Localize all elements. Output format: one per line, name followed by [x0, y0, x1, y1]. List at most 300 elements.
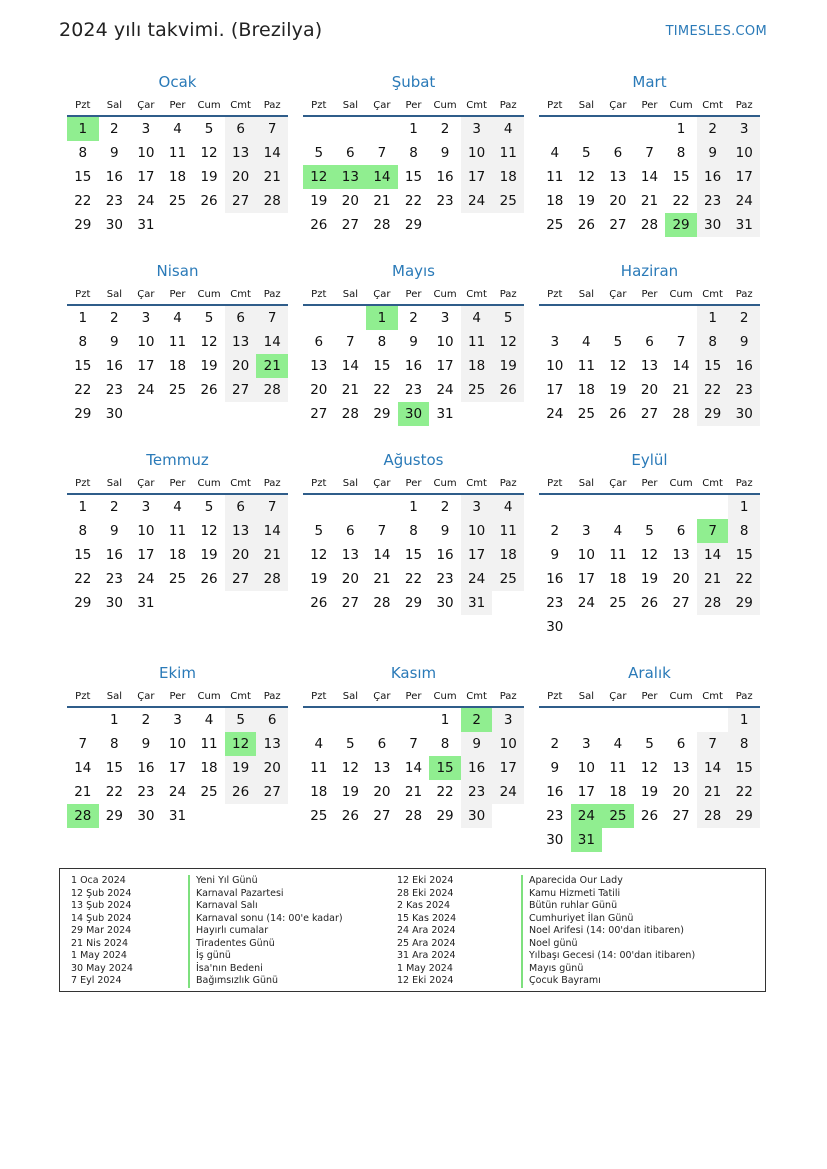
empty-cell — [67, 708, 99, 732]
holiday-name: Kamu Hizmeti Tatili — [529, 887, 621, 899]
holiday-date: 24 Ara 2024 — [397, 925, 456, 936]
day-cell: 20 — [225, 354, 257, 378]
holiday-name: Karnaval sonu (14: 00'e kadar) — [196, 912, 343, 924]
holiday-day-cell: 12 — [303, 165, 335, 189]
day-grid — [67, 306, 288, 426]
holiday-name: Yeni Yıl Günü — [196, 875, 258, 886]
day-cell: 26 — [200, 382, 218, 398]
day-cell: 17 — [728, 165, 760, 189]
weekday-label: Sal — [335, 94, 367, 117]
day-cell: 6 — [225, 306, 257, 330]
day-cell: 22 — [436, 784, 454, 800]
holiday-name: Mayıs günü — [529, 962, 584, 974]
day-cell: 22 — [74, 382, 92, 398]
day-cell: 14 — [697, 756, 729, 780]
weekday-label: Cmt — [697, 685, 729, 708]
holiday-name: Yılbaşı Gecesi (14: 00'dan itibaren) — [529, 950, 696, 961]
day-cell: 6 — [377, 736, 387, 752]
holiday-date: 21 Nis 2024 — [71, 937, 128, 949]
day-cell: 16 — [697, 165, 729, 189]
day-cell: 26 — [225, 780, 257, 804]
day-cell: 13 — [609, 169, 627, 185]
weekday-label: Paz — [256, 94, 288, 117]
day-cell: 2 — [110, 121, 119, 137]
day-cell: 22 — [697, 378, 729, 402]
day-cell: 13 — [310, 358, 328, 374]
weekday-label: Cum — [665, 283, 697, 306]
day-cell: 9 — [409, 334, 418, 350]
day-cell: 26 — [200, 571, 218, 587]
day-cell: 15 — [728, 756, 760, 780]
day-cell: 26 — [341, 808, 359, 824]
month-5 — [303, 261, 524, 450]
weekday-label: Pzt — [303, 94, 335, 117]
day-cell: 31 — [461, 591, 493, 615]
empty-cell — [303, 495, 335, 519]
weekday-label: Paz — [492, 283, 524, 306]
weekday-label: Sal — [335, 472, 367, 495]
day-cell: 17 — [137, 358, 155, 374]
day-cell: 25 — [310, 808, 328, 824]
day-cell: 17 — [577, 784, 595, 800]
day-cell: 13 — [672, 760, 690, 776]
day-cell: 21 — [697, 780, 729, 804]
weekday-label: Paz — [492, 685, 524, 708]
day-cell: 2 — [550, 736, 560, 752]
day-cell: 14 — [74, 760, 92, 776]
day-cell: 25 — [168, 193, 187, 209]
day-cell: 9 — [440, 145, 450, 161]
weekday-label: Paz — [256, 685, 288, 708]
day-cell: 27 — [225, 189, 257, 213]
day-cell: 11 — [310, 760, 328, 776]
day-cell: 4 — [461, 306, 493, 330]
day-cell: 13 — [373, 760, 391, 776]
day-cell: 8 — [110, 736, 119, 752]
day-cell: 10 — [577, 760, 595, 776]
day-cell: 19 — [310, 571, 328, 587]
day-cell: 17 — [492, 756, 524, 780]
day-cell: 3 — [141, 310, 151, 326]
weekday-label: Çar — [366, 94, 398, 117]
month-12 — [539, 663, 760, 863]
holiday-name: Bağımsızlık Günü — [196, 975, 279, 986]
day-grid — [539, 708, 760, 852]
holiday-dates-right — [397, 875, 456, 988]
day-grid — [67, 708, 288, 828]
day-cell: 10 — [577, 547, 595, 563]
empty-cell — [571, 708, 603, 732]
holiday-name: İsa'nın Bedeni — [196, 962, 263, 974]
day-cell: 21 — [404, 784, 423, 800]
day-cell: 19 — [492, 354, 524, 378]
day-cell: 4 — [582, 334, 591, 350]
day-cell: 5 — [204, 310, 214, 326]
weekday-label: Çar — [130, 685, 162, 708]
empty-cell — [335, 495, 367, 519]
holiday-name: Cumhuriyet İlan Günü — [529, 912, 634, 924]
day-cell: 1 — [676, 121, 686, 137]
weekday-header — [539, 472, 760, 495]
month-name: Haziran — [620, 262, 679, 280]
month-2 — [303, 72, 524, 261]
day-cell: 4 — [613, 523, 623, 539]
weekday-label: Per — [162, 472, 194, 495]
day-cell: 11 — [546, 169, 564, 185]
day-cell: 18 — [200, 760, 218, 776]
day-cell: 30 — [697, 213, 729, 237]
day-cell: 27 — [225, 378, 257, 402]
day-cell: 16 — [105, 547, 123, 563]
weekday-label: Pzt — [303, 472, 335, 495]
weekday-label: Cum — [429, 94, 461, 117]
day-cell: 8 — [409, 145, 418, 161]
day-cell: 15 — [728, 543, 760, 567]
holiday-date: 12 Eki 2024 — [397, 975, 454, 986]
day-cell: 3 — [440, 310, 450, 326]
day-cell: 22 — [74, 193, 92, 209]
day-cell: 2 — [550, 523, 560, 539]
day-cell: 17 — [546, 382, 564, 398]
day-cell: 13 — [341, 547, 359, 563]
empty-cell — [634, 708, 666, 732]
day-cell: 5 — [225, 708, 257, 732]
weekday-label: Per — [398, 472, 430, 495]
day-cell: 28 — [640, 217, 659, 233]
weekday-label: Cum — [429, 685, 461, 708]
weekday-label: Paz — [728, 472, 760, 495]
holiday-date: 1 May 2024 — [397, 962, 453, 974]
month-11 — [303, 663, 524, 863]
weekday-label: Çar — [366, 283, 398, 306]
day-cell: 2 — [110, 499, 119, 515]
day-cell: 12 — [341, 760, 359, 776]
day-cell: 27 — [672, 808, 690, 824]
empty-cell — [665, 306, 697, 330]
day-cell: 11 — [168, 523, 187, 539]
day-cell: 21 — [256, 165, 288, 189]
day-cell: 17 — [577, 571, 595, 587]
empty-cell — [602, 708, 634, 732]
day-cell: 28 — [373, 595, 391, 611]
day-cell: 20 — [310, 382, 328, 398]
day-cell: 30 — [546, 832, 564, 848]
day-cell: 22 — [74, 571, 92, 587]
day-cell: 25 — [492, 189, 524, 213]
weekday-label: Cmt — [225, 685, 257, 708]
weekday-label: Cum — [193, 685, 225, 708]
day-cell: 12 — [200, 334, 218, 350]
day-cell: 10 — [436, 334, 454, 350]
day-cell: 22 — [404, 193, 423, 209]
day-cell: 12 — [577, 169, 595, 185]
weekday-label: Per — [162, 94, 194, 117]
day-cell: 9 — [550, 547, 560, 563]
weekday-label: Cum — [429, 472, 461, 495]
day-cell: 7 — [78, 736, 88, 752]
day-cell: 18 — [461, 354, 493, 378]
day-cell: 25 — [609, 595, 627, 611]
day-cell: 11 — [609, 547, 627, 563]
day-cell: 9 — [461, 732, 493, 756]
empty-cell — [571, 306, 603, 330]
holiday-name: Noel günü — [529, 937, 578, 949]
weekday-header — [539, 685, 760, 708]
weekday-label: Sal — [99, 472, 131, 495]
day-cell: 4 — [314, 736, 324, 752]
day-cell: 9 — [728, 330, 760, 354]
day-cell: 3 — [582, 523, 591, 539]
day-cell: 29 — [404, 217, 423, 233]
day-cell: 22 — [373, 382, 391, 398]
holiday-day-cell: 30 — [398, 402, 430, 426]
day-cell: 18 — [168, 358, 187, 374]
empty-cell — [303, 708, 335, 732]
weekday-label: Cum — [193, 94, 225, 117]
day-cell: 19 — [200, 358, 218, 374]
weekday-label: Cum — [193, 283, 225, 306]
day-cell: 8 — [78, 145, 88, 161]
holiday-list — [59, 868, 766, 992]
weekday-header — [539, 283, 760, 306]
day-cell: 16 — [461, 756, 493, 780]
day-cell: 16 — [105, 169, 123, 185]
weekday-label: Çar — [366, 472, 398, 495]
day-cell: 15 — [105, 760, 123, 776]
empty-cell — [634, 306, 666, 330]
day-cell: 22 — [728, 567, 760, 591]
day-cell: 6 — [314, 334, 324, 350]
day-cell: 7 — [256, 306, 288, 330]
month-8 — [303, 450, 524, 663]
day-grid — [67, 495, 288, 615]
day-cell: 19 — [640, 784, 659, 800]
weekday-label: Cum — [429, 283, 461, 306]
day-cell: 17 — [461, 165, 493, 189]
day-cell: 6 — [346, 145, 355, 161]
day-cell: 3 — [173, 712, 182, 728]
weekday-label: Paz — [728, 94, 760, 117]
day-cell: 25 — [577, 406, 595, 422]
holiday-date: 2 Kas 2024 — [397, 900, 451, 911]
day-cell: 14 — [341, 358, 359, 374]
weekday-label: Sal — [571, 472, 603, 495]
weekday-header — [303, 685, 524, 708]
day-cell: 17 — [461, 543, 493, 567]
day-cell: 1 — [440, 712, 450, 728]
day-cell: 1 — [409, 499, 418, 515]
day-cell: 16 — [436, 547, 454, 563]
day-cell: 20 — [256, 756, 288, 780]
day-cell: 16 — [546, 784, 564, 800]
day-cell: 24 — [577, 595, 595, 611]
day-cell: 3 — [492, 708, 524, 732]
day-cell: 5 — [346, 736, 355, 752]
day-cell: 21 — [256, 543, 288, 567]
day-cell: 12 — [609, 358, 627, 374]
day-cell: 1 — [78, 499, 88, 515]
empty-cell — [571, 495, 603, 519]
day-cell: 29 — [74, 595, 92, 611]
day-cell: 19 — [640, 571, 659, 587]
day-cell: 3 — [141, 499, 151, 515]
holiday-name: İş günü — [196, 950, 231, 961]
holiday-date: 30 May 2024 — [71, 962, 133, 974]
day-cell: 2 — [110, 310, 119, 326]
weekday-label: Cum — [665, 94, 697, 117]
month-name: Eylül — [631, 451, 668, 469]
day-cell: 15 — [74, 169, 92, 185]
day-cell: 4 — [173, 121, 182, 137]
weekday-label: Cum — [665, 685, 697, 708]
month-7 — [67, 450, 288, 663]
weekday-label: Sal — [335, 685, 367, 708]
weekday-label: Cmt — [461, 685, 493, 708]
holiday-date: 1 Oca 2024 — [71, 875, 126, 886]
month-name: Kasım — [390, 664, 437, 682]
day-cell: 28 — [256, 567, 288, 591]
holiday-day-cell: 7 — [697, 519, 729, 543]
day-cell: 18 — [577, 382, 595, 398]
day-cell: 16 — [436, 169, 454, 185]
empty-cell — [366, 708, 398, 732]
day-cell: 27 — [341, 595, 359, 611]
holiday-day-cell: 1 — [67, 117, 99, 141]
day-cell: 30 — [436, 595, 454, 611]
day-cell: 10 — [461, 519, 493, 543]
day-cell: 21 — [74, 784, 92, 800]
day-cell: 20 — [640, 382, 659, 398]
day-cell: 30 — [137, 808, 155, 824]
day-cell: 14 — [404, 760, 423, 776]
weekday-label: Çar — [130, 283, 162, 306]
day-cell: 28 — [404, 808, 423, 824]
weekday-label: Cmt — [225, 94, 257, 117]
day-cell: 16 — [404, 358, 423, 374]
day-cell: 6 — [256, 708, 288, 732]
day-cell: 11 — [609, 760, 627, 776]
holiday-date: 12 Eki 2024 — [397, 875, 454, 886]
day-cell: 10 — [137, 145, 155, 161]
day-cell: 24 — [461, 567, 493, 591]
weekday-label: Pzt — [539, 94, 571, 117]
weekday-header — [67, 472, 288, 495]
holiday-name: Çocuk Bayramı — [529, 975, 601, 986]
day-cell: 18 — [546, 193, 564, 209]
day-cell: 15 — [697, 354, 729, 378]
weekday-label: Pzt — [539, 685, 571, 708]
weekday-header — [303, 472, 524, 495]
day-cell: 19 — [341, 784, 359, 800]
holiday-date: 14 Şub 2024 — [71, 912, 132, 924]
day-cell: 7 — [697, 732, 729, 756]
day-cell: 2 — [697, 117, 729, 141]
day-cell: 14 — [697, 543, 729, 567]
day-cell: 5 — [492, 306, 524, 330]
month-name: Mayıs — [392, 262, 435, 280]
empty-cell — [539, 495, 571, 519]
empty-cell — [539, 708, 571, 732]
day-cell: 29 — [728, 591, 760, 615]
day-cell: 16 — [137, 760, 155, 776]
day-cell: 3 — [582, 736, 591, 752]
day-cell: 8 — [440, 736, 450, 752]
day-cell: 15 — [404, 169, 423, 185]
day-cell: 4 — [492, 117, 524, 141]
day-cell: 30 — [728, 402, 760, 426]
weekday-label: Pzt — [539, 283, 571, 306]
day-cell: 28 — [373, 217, 391, 233]
day-cell: 26 — [200, 193, 218, 209]
empty-cell — [303, 117, 335, 141]
day-cell: 31 — [137, 217, 155, 233]
month-4 — [67, 261, 288, 450]
holiday-dates-left — [71, 875, 133, 988]
day-cell: 7 — [377, 145, 387, 161]
day-cell: 17 — [168, 760, 187, 776]
month-3 — [539, 72, 760, 261]
holiday-day-cell: 12 — [225, 732, 257, 756]
day-cell: 5 — [645, 523, 654, 539]
day-cell: 26 — [640, 808, 659, 824]
day-cell: 3 — [461, 117, 493, 141]
weekday-label: Pzt — [67, 685, 99, 708]
weekday-label: Paz — [256, 283, 288, 306]
day-cell: 27 — [672, 595, 690, 611]
empty-cell — [634, 495, 666, 519]
day-cell: 28 — [672, 406, 690, 422]
day-cell: 13 — [672, 547, 690, 563]
month-name: Ağustos — [383, 451, 444, 469]
weekday-label: Sal — [99, 283, 131, 306]
day-cell: 22 — [728, 780, 760, 804]
weekday-label: Cmt — [697, 94, 729, 117]
weekday-label: Per — [634, 94, 666, 117]
day-cell: 27 — [310, 406, 328, 422]
day-cell: 23 — [728, 378, 760, 402]
brand-link[interactable]: TIMESLES.COM — [665, 24, 767, 39]
day-cell: 27 — [225, 567, 257, 591]
day-cell: 24 — [436, 382, 454, 398]
day-cell: 27 — [640, 406, 659, 422]
empty-cell — [634, 117, 666, 141]
weekday-label: Sal — [571, 685, 603, 708]
holiday-date: 13 Şub 2024 — [71, 900, 132, 911]
weekday-header — [67, 283, 288, 306]
day-cell: 2 — [440, 121, 450, 137]
day-cell: 29 — [74, 406, 92, 422]
weekday-label: Pzt — [67, 94, 99, 117]
weekday-label: Per — [162, 283, 194, 306]
day-cell: 8 — [728, 519, 760, 543]
weekday-label: Pzt — [539, 472, 571, 495]
weekday-label: Çar — [602, 472, 634, 495]
day-cell: 26 — [310, 595, 328, 611]
day-cell: 14 — [256, 330, 288, 354]
day-cell: 27 — [609, 217, 627, 233]
holiday-day-cell: 29 — [665, 213, 697, 237]
day-grid — [539, 306, 760, 426]
day-cell: 21 — [640, 193, 659, 209]
day-cell: 29 — [697, 402, 729, 426]
holiday-day-cell: 2 — [461, 708, 493, 732]
day-cell: 6 — [676, 523, 686, 539]
day-cell: 5 — [204, 499, 214, 515]
holiday-date: 28 Eki 2024 — [397, 887, 454, 899]
day-cell: 10 — [168, 736, 187, 752]
day-cell: 3 — [461, 495, 493, 519]
day-cell: 13 — [640, 358, 659, 374]
